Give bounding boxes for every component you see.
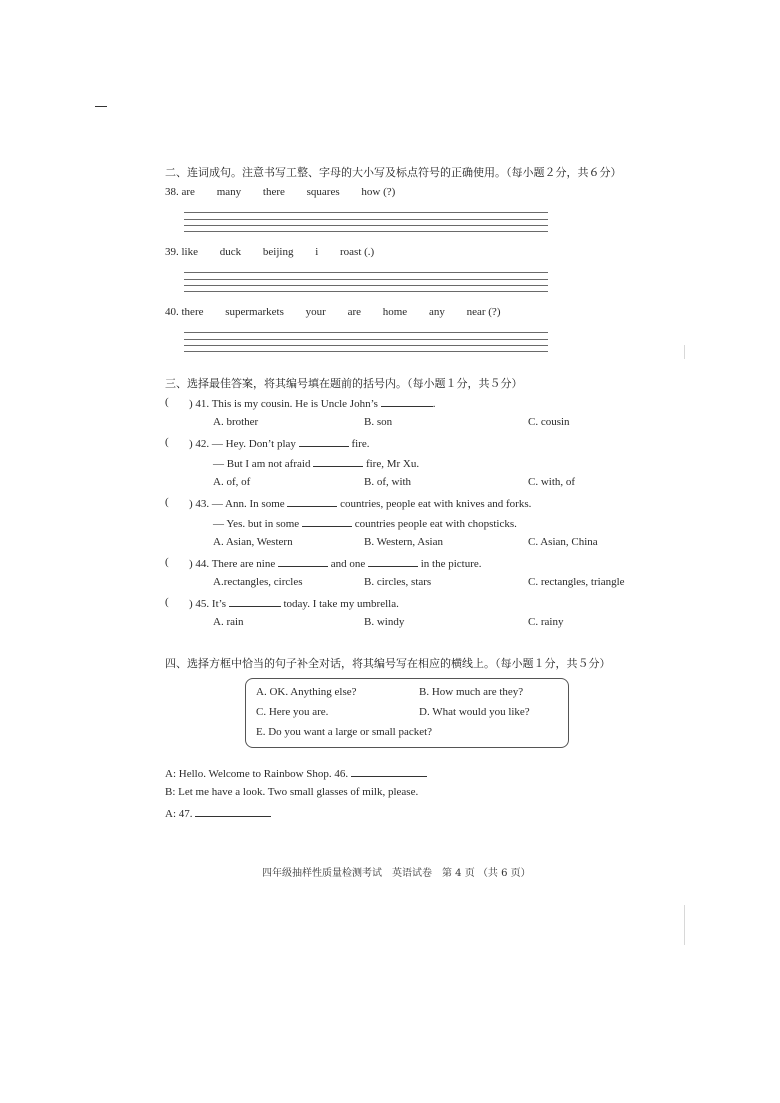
writing-line[interactable] [184,279,548,280]
answer-blank-47[interactable] [195,806,271,817]
answer-blank[interactable] [313,456,363,467]
margin-dash-mark [95,106,107,107]
option-c[interactable]: C. rainy [528,616,564,628]
scrambled-word: like [181,246,198,258]
question-43: ) 43. — Ann. In some countries, people eat with knives and forks. [189,498,532,510]
answer-bracket[interactable]: ( [165,436,169,448]
scrambled-word: any [428,306,445,318]
option-b[interactable]: B. son [364,416,393,428]
answer-blank[interactable] [287,496,337,507]
question-44: ) 44. There are nine and one in the picture. [189,558,482,570]
writing-line[interactable] [184,351,548,352]
scrambled-word: there [181,306,204,318]
section-2-title: 二、连词成句。注意书写工整、字母的大小写及标点符号的正确使用。（每小题２分，共６分） [165,166,622,179]
answer-bracket[interactable]: ( [165,496,169,508]
dialogue-line-1: A: Hello. Welcome to Rainbow Shop. 46. [165,766,427,780]
question-number: 39. [165,246,179,258]
scrambled-word: home [382,306,408,318]
choice-c: C. Here you are. [256,706,329,718]
scrambled-word: near (?) [466,306,501,318]
question-45: ) 45. It’s today. I take my umbrella. [189,598,399,610]
option-c[interactable]: C. rectangles, triangle [528,576,625,588]
writing-line[interactable] [184,285,548,286]
option-c[interactable]: C. cousin [528,416,570,428]
option-a[interactable]: A. of, of [213,476,251,488]
scrambled-word: squares [306,186,340,198]
question-42: ) 42. — Hey. Don’t play fire. [189,438,370,450]
question-number: 40. [165,306,179,318]
scan-edge-mark [684,345,685,359]
writing-line[interactable] [184,345,548,346]
answer-blank[interactable] [278,556,328,567]
question-number: 38. [165,186,179,198]
option-b[interactable]: B. Western, Asian [364,536,443,548]
dialogue-line-2: B: Let me have a look. Two small glasses of milk, please. [165,786,419,798]
writing-line[interactable] [184,225,548,226]
writing-line[interactable] [184,291,548,292]
writing-line[interactable] [184,231,548,232]
section-3-title: 三、选择最佳答案，将其编号填在题前的括号内。（每小题１分，共５分） [165,377,523,390]
writing-line[interactable] [184,272,548,273]
dialogue-line-3: A: 47. [165,806,271,820]
answer-blank[interactable] [381,396,433,407]
option-a[interactable]: A.rectangles, circles [213,576,303,588]
section-4-title: 四、选择方框中恰当的句子补全对话，将其编号写在相应的横线上。（每小题１分，共５分） [165,657,611,670]
writing-line[interactable] [184,332,548,333]
page-footer: 四年级抽样性质量检测考试 英语试卷 第 4 页 （共 6 页） [262,868,531,879]
answer-blank[interactable] [302,516,352,527]
option-a[interactable]: A. brother [213,416,259,428]
scrambled-word: there [262,186,285,198]
answer-bracket[interactable]: ( [165,396,169,408]
option-a[interactable]: A. Asian, Western [213,536,293,548]
option-a[interactable]: A. rain [213,616,244,628]
answer-blank[interactable] [368,556,418,567]
writing-line[interactable] [184,339,548,340]
answer-bracket[interactable]: ( [165,596,169,608]
scrambled-word: roast (.) [340,246,375,258]
answer-blank-46[interactable] [351,766,427,777]
question-42-line-2: — But I am not afraid fire, Mr Xu. [213,458,420,470]
choice-e: E. Do you want a large or small packet? [256,726,433,738]
option-b[interactable]: B. circles, stars [364,576,432,588]
scrambled-word: supermarkets [225,306,284,318]
option-b[interactable]: B. of, with [364,476,412,488]
answer-bracket[interactable]: ( [165,556,169,568]
choice-a: A. OK. Anything else? [256,686,357,698]
question-40 [165,306,519,318]
scrambled-word: are [181,186,195,198]
option-c[interactable]: C. Asian, China [528,536,598,548]
scrambled-word: many [216,186,242,198]
scrambled-word: are [347,306,361,318]
option-b[interactable]: B. windy [364,616,405,628]
question-38 [165,186,414,198]
scrambled-word: your [305,306,326,318]
choice-b: B. How much are they? [419,686,524,698]
question-43-line-2: — Yes. but in some countries people eat with chopsticks. [213,518,517,530]
writing-line[interactable] [184,212,548,213]
scrambled-word: beijing [262,246,294,258]
answer-blank[interactable] [229,596,281,607]
scrambled-word: i [315,246,319,258]
scrambled-word: how (?) [361,186,396,198]
question-41: ) 41. This is my cousin. He is Uncle John’s . [189,398,436,410]
option-c[interactable]: C. with, of [528,476,576,488]
question-39 [165,246,393,258]
answer-blank[interactable] [299,436,349,447]
scrambled-word: duck [219,246,242,258]
scan-edge-mark [684,905,685,945]
writing-line[interactable] [184,219,548,220]
choice-d: D. What would you like? [419,706,530,718]
